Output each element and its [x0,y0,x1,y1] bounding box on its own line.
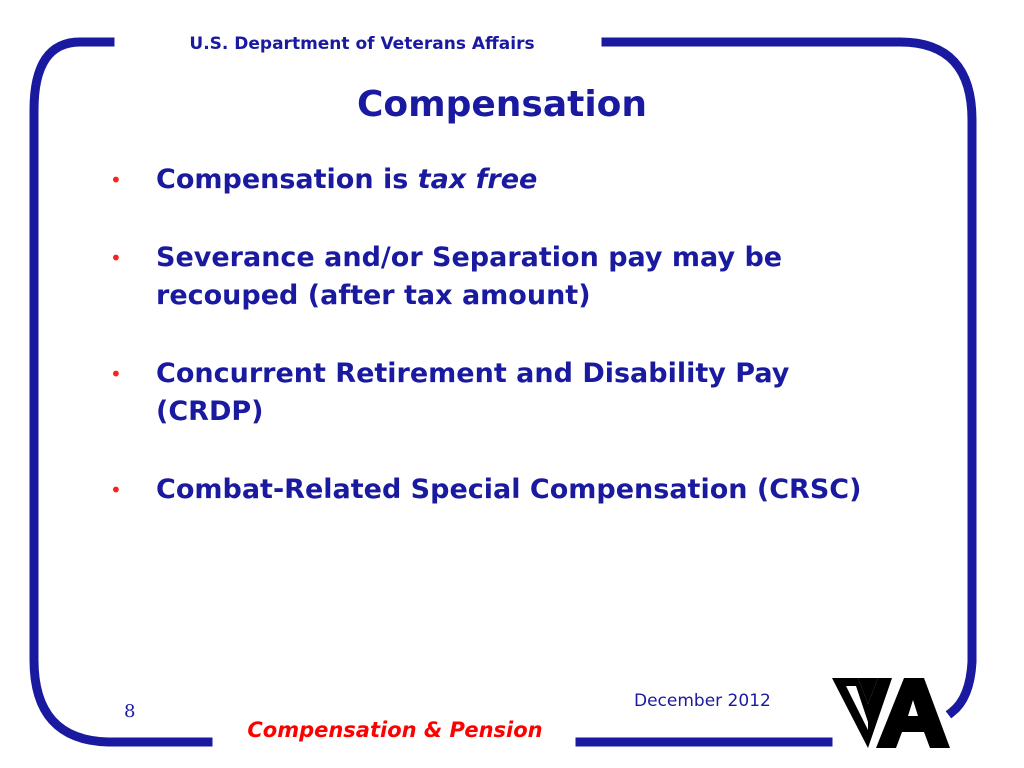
bullet-dot-icon: • [110,362,122,386]
bullet-item [102,239,892,315]
footer-label: Compensation & Pension [247,718,543,742]
bullet-text: Concurrent Retirement and Disability Pay (CRDP) [156,358,790,427]
bullet-dot-icon: • [110,246,122,270]
bullet-item [102,355,892,431]
organization-name: U.S. Department of Veterans Affairs [189,34,535,54]
bullet-emphasis: tax free [417,164,538,195]
bullet-list [102,161,892,549]
bullet-text: Compensation is [156,164,418,195]
bullet-item [102,161,892,199]
slide-title: Compensation [356,84,648,125]
bullet-dot-icon: • [110,478,122,502]
bullet-text: Severance and/or Separation pay may be recouped (after tax amount) [156,242,783,311]
va-logo-icon [828,664,950,760]
slide-date: December 2012 [634,691,771,711]
bullet-item [102,471,892,509]
page-number: 8 [124,701,136,722]
bullet-dot-icon: • [110,168,122,192]
bullet-text: Combat-Related Special Compensation (CRSC) [156,474,862,505]
